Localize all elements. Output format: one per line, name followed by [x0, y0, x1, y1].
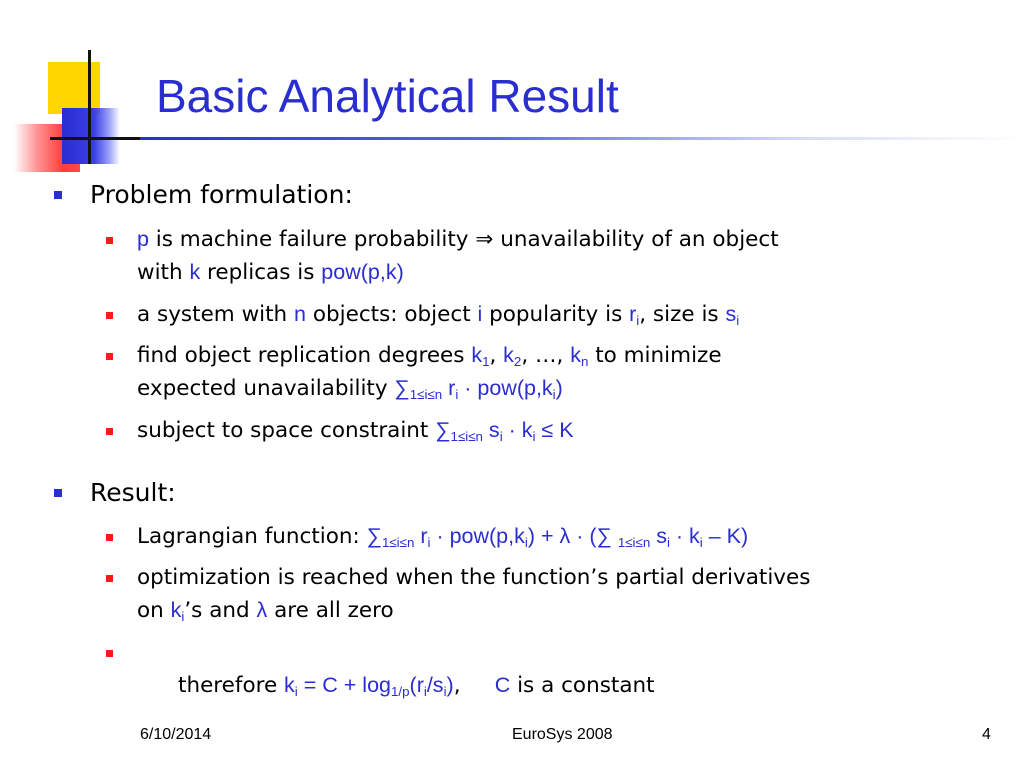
level2-bullet — [106, 428, 113, 435]
section-heading-problem-formulation: Problem formulation: — [90, 180, 353, 210]
list-item-space-constraint — [137, 414, 997, 447]
list-item-failure-probability — [137, 223, 997, 289]
list-item-conclusion — [137, 636, 997, 735]
item-line: a system with n objects: object i popularity is $r_i$, size is $s_i$ — [137, 302, 740, 328]
level1-bullet — [54, 191, 62, 199]
item-line: optimization is reached when the function’s partial derivatives — [137, 565, 811, 590]
level2-bullet — [106, 312, 113, 319]
title-underline — [140, 137, 1024, 140]
item-line: find object replication degrees $k_1$, $k_2$, …, $k_n$ to minimize — [137, 343, 722, 369]
list-item-replication-degrees — [137, 339, 997, 405]
logo-horizontal-line — [50, 137, 142, 140]
item-line: Lagrangian function: $\sum_{1\le i\le n}$ $r_i \cdot pow(p,k_i) + \lambda$ · (∑ $_{1\le i\le n}$ $s_i \cdot k_i - K$) — [137, 524, 749, 550]
slide-logo-decoration — [0, 0, 160, 170]
footer-venue: EuroSys 2008 — [512, 726, 613, 743]
level2-bullet — [106, 650, 113, 657]
item-line: subject to space constraint $\sum_{1\le i\le n}$ $s_i \cdot k_i \le K$ — [137, 418, 574, 444]
level2-bullet — [106, 353, 113, 360]
footer-date: 6/10/2014 — [140, 726, 212, 743]
level1-bullet — [54, 489, 62, 497]
level2-bullet — [106, 534, 113, 541]
item-line: p is machine failure probability ⇒ unavailability of an object — [137, 227, 779, 252]
level2-bullet — [106, 237, 113, 244]
footer-page-number: 4 — [982, 726, 991, 743]
logo-blue-square — [62, 108, 120, 164]
item-line: therefore $k_i = C + \log_{1/p}(r_i/s_i)$, C is a constant — [178, 673, 655, 699]
logo-vertical-line — [88, 50, 91, 164]
list-item-lagrangian — [137, 520, 997, 553]
list-item-optimization — [137, 561, 997, 627]
item-line: on $k_i’s$ and λ are all zero — [137, 598, 394, 624]
list-item-system-objects — [137, 298, 997, 331]
section-heading-result: Result: — [90, 478, 176, 508]
level2-bullet — [106, 575, 113, 582]
item-line: with k replicas is pow(p,k) — [137, 260, 404, 285]
logo-yellow-square — [48, 62, 100, 114]
item-line: expected unavailability $\sum_{1\le i\le n}$ $r_i \cdot pow(p,k_i)$ — [137, 376, 563, 402]
slide-title: Basic Analytical Result — [156, 70, 619, 122]
